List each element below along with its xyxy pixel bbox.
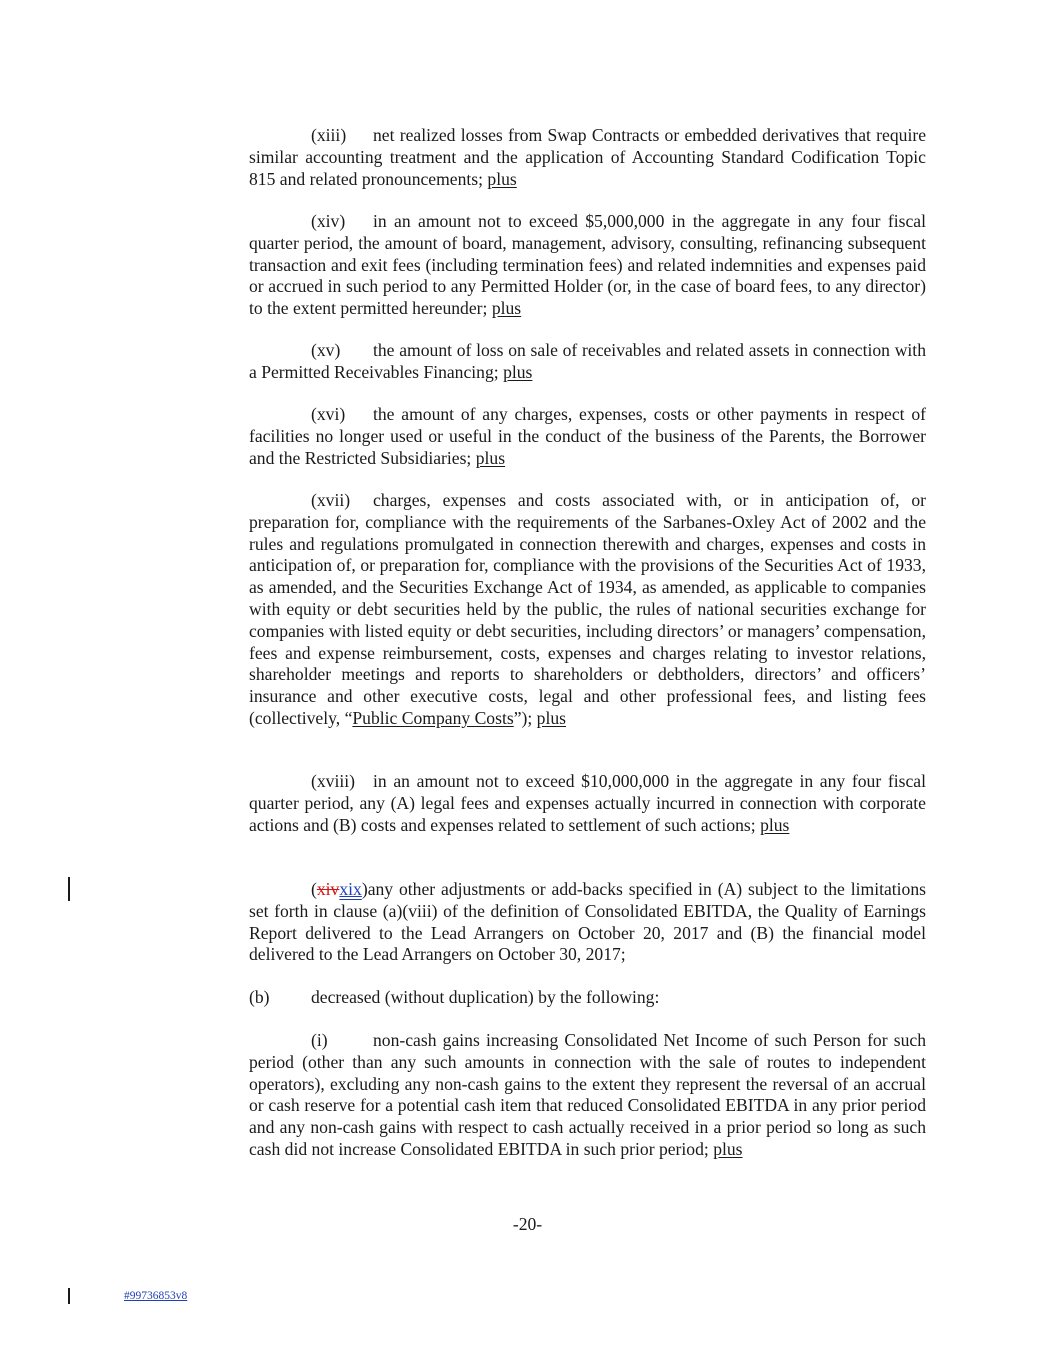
plus-term: plus — [536, 707, 566, 728]
clause-text: non-cash gains increasing Consolidated Net Income of such Person for such period (other than any such amounts in connection with the sale of routes to independent operators), excluding any non-cash gains to the extent they represent the reversal of an accrual or cash reserve for a potential cash item that reduced Consolidated EBITDA in any prior period and any non-cash gains with respect to cash actually received in a prior period so long as such cash did not increase Consolidated EBITDA in such prior period; — [249, 1030, 926, 1159]
clause-xvii — [249, 490, 926, 730]
document-id: #99736853v8 — [124, 1290, 188, 1302]
defined-term: Public Company Costs — [352, 707, 514, 728]
clause-number: (i) — [311, 1030, 328, 1050]
clause-text: net realized losses from Swap Contracts or embedded derivatives that require similar accounting treatment and the application of Accounting Standard Codification Topic 815 and related pronouncements; — [249, 125, 926, 189]
clause-number: (xvii) — [311, 490, 351, 510]
clause-number: (xiv) — [311, 211, 346, 231]
clause-text: in an amount not to exceed $10,000,000 in the aggregate in any four fiscal quarter period, any (A) legal fees and expenses actually incurred in connection with corporate actions and (B) costs and expenses related to settlement of such actions; — [249, 771, 926, 835]
clause-xix — [249, 879, 926, 966]
clause-xvi — [249, 404, 926, 469]
clause-text: the amount of loss on sale of receivables and related assets in connection with a Permitted Receivables Financing; — [249, 340, 926, 382]
clause-xv — [249, 340, 926, 384]
clause-xiv — [249, 211, 926, 320]
inserted-clause-number: xix — [339, 879, 362, 899]
clause-number: (xviii) — [311, 771, 355, 791]
clause-number-open: ( — [311, 879, 317, 899]
plus-term: plus — [491, 298, 522, 319]
clause-xviii — [249, 771, 926, 836]
clause-text-after-term: ”); — [513, 707, 537, 728]
plus-term: plus — [487, 168, 517, 189]
clause-b — [249, 987, 926, 1009]
deleted-clause-number: xiv — [316, 879, 340, 899]
clause-text: the amount of any charges, expenses, costs or other payments in respect of facilities no longer used or useful in the conduct of the business of the Parents, the Borrower and the Restricted Subsidiaries; — [249, 404, 926, 468]
clause-text: charges, expenses and costs associated with, or in anticipation of, or preparation for, compliance with the requirements of the Sarbanes-Oxley Act of 2002 and the rules and regulations promulgated in connection therewith and charges, expenses and costs in anticipation of, or preparation for, compliance with the provisions of the Securities Act of 1933, as amended, and the Securities Exchange Act of 1934, as amended, as applicable to companies with equity or debt securities held by the public, the rules of national securities exchange for companies with listed equity or debt securities, including directors’ or managers’ compensation, fees and expense reimbursement, costs, expenses and charges relating to investor relations, shareholder meetings and reports to shareholders or debtholders, directors’ and officers’ insurance and other executive costs, legal and other professional fees, and listing fees (collectively, “ — [249, 490, 926, 728]
plus-term: plus — [713, 1138, 743, 1159]
clause-number: (xv) — [311, 340, 341, 360]
page-number: -20- — [512, 1214, 543, 1234]
clause-text: in an amount not to exceed $5,000,000 in the aggregate in any four fiscal quarter period, the amount of board, management, advisory, consulting, refinancing subsequent transaction and exit fees (including termination fees) and related indemnities and expenses paid or accrued in such period to any Permitted Holder (or, in the case of board fees, to any director) to the extent permitted hereunder; — [249, 211, 926, 319]
clause-text: any other adjustments or add-backs specified in (A) subject to the limitations set forth in clause (a)(viii) of the definition of Consolidated EBITDA, the Quality of Earnings Report delivered to the Lead Arrangers on October 20, 2017 and (B) the financial model delivered to the Lead Arrangers on October 30, 2017; — [249, 879, 926, 965]
clause-xiii — [249, 125, 926, 190]
footer-change-bar — [68, 1288, 70, 1304]
change-bar — [68, 877, 70, 901]
clause-label: (b) — [249, 987, 270, 1007]
clause-number: (xvi) — [311, 404, 346, 424]
clause-number-close: ) — [361, 879, 368, 899]
plus-term: plus — [503, 361, 533, 382]
clause-text: decreased (without duplication) by the following: — [311, 987, 660, 1007]
plus-term: plus — [760, 814, 790, 835]
clause-i — [249, 1030, 926, 1161]
clause-number: (xiii) — [311, 125, 347, 145]
plus-term: plus — [475, 447, 506, 468]
